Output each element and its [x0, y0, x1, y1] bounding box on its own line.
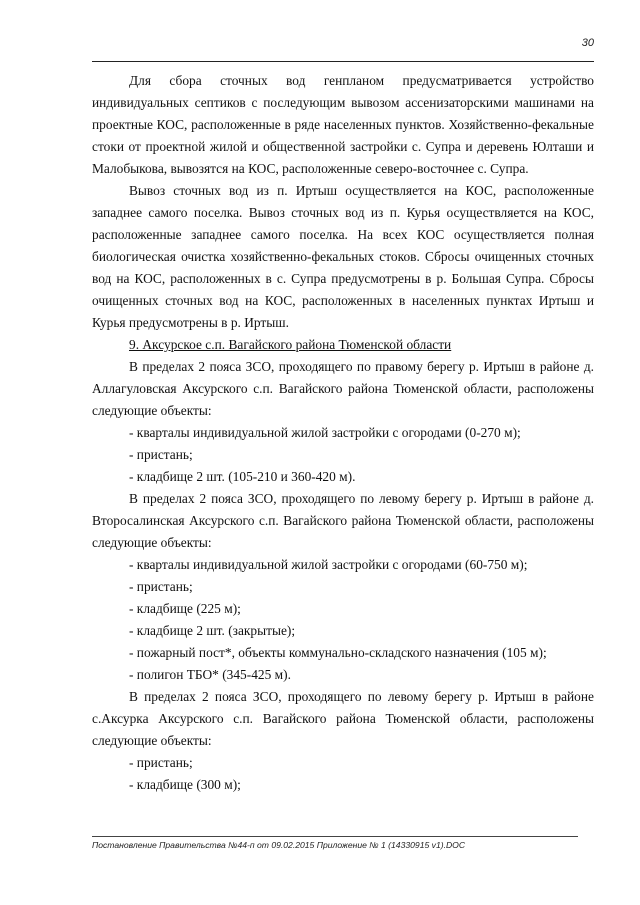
- paragraph-sewage-collection: Для сбора сточных вод генпланом предусматривается устройство индивидуальных септиков с последующим вывозом ассенизаторскими машинами на проектные КОС, расположенные в ряде населенных пунктов. Хозяйственно-фекальные стоки от проектной жилой и общественной застройки с. Супра и деревень Юлташи и Малобыкова, вывозятся на КОС, расположенные северо-восточнее с. Супра.: [92, 73, 594, 176]
- document-body: [92, 70, 594, 796]
- footer-rule: [92, 836, 578, 837]
- list-item: - пристань;: [129, 579, 193, 594]
- list-item: - пожарный пост*, объекты коммунально-складского назначения (105 м);: [129, 645, 547, 660]
- list-item: - кладбище 2 шт. (105-210 и 360-420 м).: [129, 469, 356, 484]
- paragraph-allagulovskaya: В пределах 2 пояса ЗСО, проходящего по правому берегу р. Иртыш в районе д. Аллагуловская Аксурского с.п. Вагайского района Тюменской области, расположены следующие объекты:: [92, 359, 594, 418]
- section-heading-text: 9. Аксурское с.п. Вагайского района Тюменской области: [129, 337, 452, 352]
- list-item: - кварталы индивидуальной жилой застройки с огородами (60-750 м);: [129, 557, 528, 572]
- list-item: - кварталы индивидуальной жилой застройки с огородами (0-270 м);: [129, 425, 521, 440]
- list-item: - пристань;: [129, 447, 193, 462]
- list-item: - кладбище 2 шт. (закрытые);: [129, 623, 296, 638]
- page-number: 30: [581, 37, 594, 49]
- list-item: - полигон ТБО* (345-425 м).: [129, 667, 291, 682]
- header-rule: [92, 61, 594, 62]
- section-heading-aksurskoe: [92, 334, 594, 356]
- footer-document-reference: Постановление Правительства №44-п от 09.02.2015 Приложение № 1 (14330915 v1).DOC: [92, 840, 466, 850]
- list-item: - кладбище (300 м);: [129, 777, 241, 792]
- paragraph-vtorosalinskaya: В пределах 2 пояса ЗСО, проходящего по левому берегу р. Иртыш в районе д. Второсалинская Аксурского с.п. Вагайского района Тюменской области, расположены следующие объекты:: [92, 491, 594, 550]
- list-item: - кладбище (225 м);: [129, 601, 241, 616]
- paragraph-aksurka: В пределах 2 пояса ЗСО, проходящего по левому берегу р. Иртыш в районе с.Аксурка Аксурского с.п. Вагайского района Тюменской области, расположены следующие объекты:: [92, 689, 594, 748]
- paragraph-sewage-removal: Вывоз сточных вод из п. Иртыш осуществляется на КОС, расположенные западнее самого поселка. Вывоз сточных вод из п. Курья осуществляется на КОС, расположенные западнее самого поселка. На всех КОС осуществляется полная биологическая очистка хозяйственно-фекальных стоков. Сбросы очищенных сточных вод на КОС, расположенных в с. Супра предусмотрены в р. Большая Супра. Сбросы очищенных сточных вод на КОС, расположенных в населенных пунктах Иртыш и Курья предусмотрены в р. Иртыш.: [92, 183, 594, 330]
- list-item: - пристань;: [129, 755, 193, 770]
